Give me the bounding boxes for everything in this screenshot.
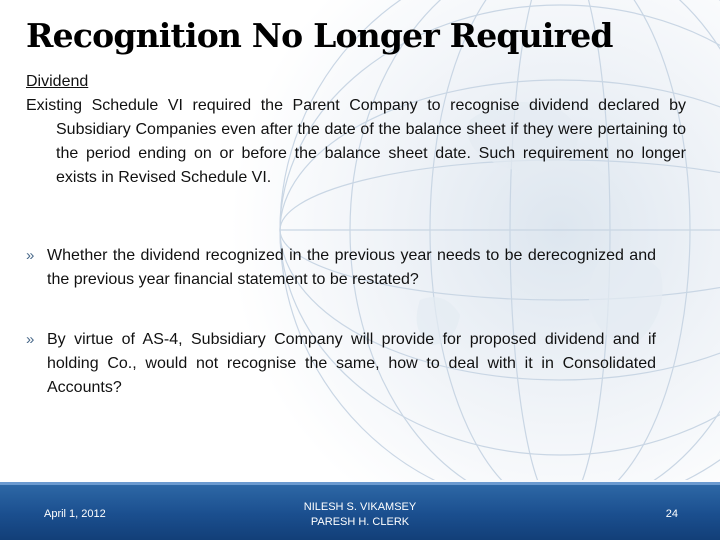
footer-authors [250, 500, 470, 530]
bullet-marker-icon: » [26, 331, 35, 348]
footer-date: April 1, 2012 [44, 508, 106, 520]
footer-divider [0, 482, 720, 485]
footer-bar [0, 482, 720, 540]
section-paragraph: Existing Schedule VI required the Parent Company to recognise dividend declared by Subsidiary Companies even after the date of the balance sheet if they were pertaining to the period ending on or before the balance sheet date. Such requirement no longer exists in Revised Schedule VI. [26, 97, 686, 186]
bullet-text: Whether the dividend recognized in the previous year needs to be derecognized and the previous year financial statement to be restated? [47, 247, 656, 288]
bullet-text: By virtue of AS-4, Subsidiary Company will provide for proposed dividend and if holding Co., would not recognise the same, how to deal with it in Consolidated Accounts? [47, 331, 656, 396]
page-number: 24 [665, 508, 678, 520]
footer-author-1: NILESH S. VIKAMSEY [303, 501, 417, 513]
bullet-item [26, 244, 656, 292]
footer-author-2: PARESH H. CLERK [310, 516, 410, 528]
slide-title: Recognition No Longer Required [26, 16, 613, 55]
bullet-item [26, 328, 656, 400]
section-heading: Dividend [26, 73, 89, 90]
bullet-marker-icon: » [26, 247, 35, 264]
